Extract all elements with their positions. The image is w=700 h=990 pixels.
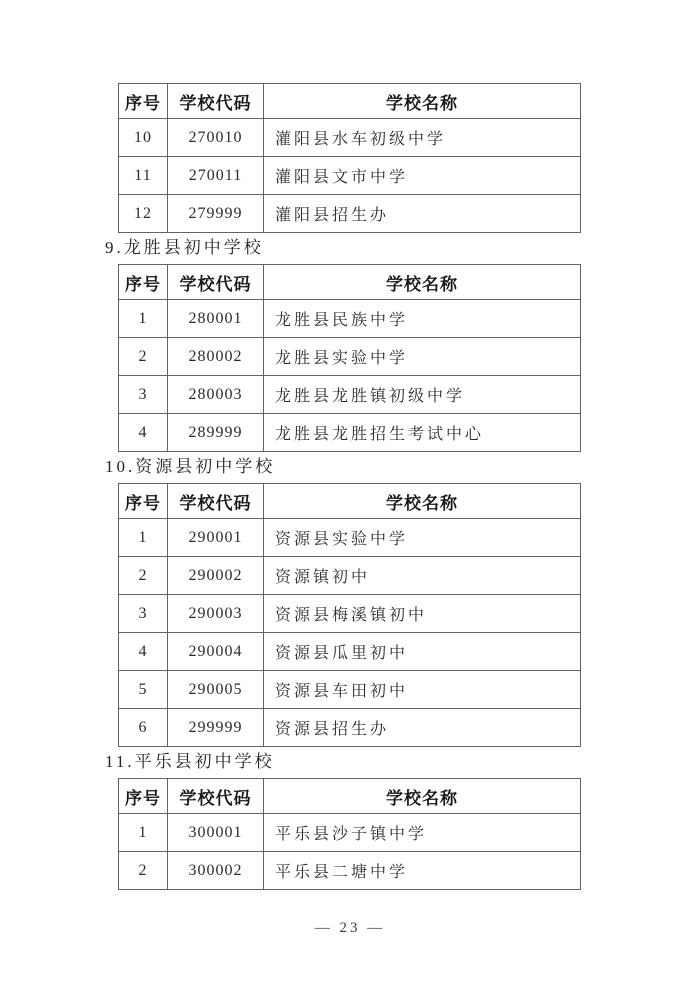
col-header-school-name: 学校名称	[264, 779, 581, 814]
school-name-cell: 龙胜县实验中学	[264, 338, 581, 376]
table-row	[119, 300, 581, 338]
school-table	[118, 264, 581, 452]
col-header-seq: 序号	[119, 779, 168, 814]
school-code-cell: 290002	[168, 557, 264, 595]
school-name-cell: 资源县实验中学	[264, 519, 581, 557]
school-code-cell: 290001	[168, 519, 264, 557]
table-row	[119, 157, 581, 195]
school-name-cell: 灌阳县水车初级中学	[264, 119, 581, 157]
table-row	[119, 557, 581, 595]
row-seq-cell: 1	[119, 300, 168, 338]
row-seq-cell: 4	[119, 414, 168, 452]
row-seq-cell: 11	[119, 157, 168, 195]
school-name-cell: 资源县瓜里初中	[264, 633, 581, 671]
row-seq-cell: 4	[119, 633, 168, 671]
table-row	[119, 595, 581, 633]
table-row	[119, 119, 581, 157]
school-code-cell: 279999	[168, 195, 264, 233]
school-table-section-pingle	[105, 751, 580, 890]
school-table	[118, 483, 581, 747]
school-name-cell: 龙胜县龙胜镇初级中学	[264, 376, 581, 414]
school-code-cell: 290005	[168, 671, 264, 709]
table-row	[119, 195, 581, 233]
school-table	[118, 83, 581, 233]
school-code-cell: 280002	[168, 338, 264, 376]
col-header-school-name: 学校名称	[264, 265, 581, 300]
row-seq-cell: 6	[119, 709, 168, 747]
row-seq-cell: 5	[119, 671, 168, 709]
col-header-seq: 序号	[119, 265, 168, 300]
school-name-cell: 龙胜县民族中学	[264, 300, 581, 338]
section-heading: 11.平乐县初中学校	[105, 752, 275, 771]
school-name-cell: 资源县梅溪镇初中	[264, 595, 581, 633]
school-code-cell: 280003	[168, 376, 264, 414]
school-table	[118, 778, 581, 890]
table-header-row	[119, 484, 581, 519]
school-name-cell: 灌阳县招生办	[264, 195, 581, 233]
school-table-section-guanyang	[118, 83, 580, 233]
col-header-seq: 序号	[119, 84, 168, 119]
table-header-row	[119, 84, 581, 119]
table-row	[119, 852, 581, 890]
page-number: — 23 —	[314, 920, 386, 936]
school-name-cell: 龙胜县龙胜招生考试中心	[264, 414, 581, 452]
row-seq-cell: 3	[119, 376, 168, 414]
row-seq-cell: 12	[119, 195, 168, 233]
row-seq-cell: 3	[119, 595, 168, 633]
row-seq-cell: 1	[119, 814, 168, 852]
row-seq-cell: 10	[119, 119, 168, 157]
school-code-cell: 280001	[168, 300, 264, 338]
school-table-section-ziyuan	[105, 456, 580, 747]
table-row	[119, 633, 581, 671]
table-row	[119, 338, 581, 376]
row-seq-cell: 2	[119, 852, 168, 890]
col-header-school-name: 学校名称	[264, 484, 581, 519]
row-seq-cell: 2	[119, 557, 168, 595]
table-row	[119, 671, 581, 709]
page-content	[105, 83, 580, 890]
school-code-cell: 290003	[168, 595, 264, 633]
row-seq-cell: 2	[119, 338, 168, 376]
col-header-school-name: 学校名称	[264, 84, 581, 119]
school-table-section-longsheng	[105, 237, 580, 452]
table-row	[119, 376, 581, 414]
school-name-cell: 平乐县二塘中学	[264, 852, 581, 890]
school-name-cell: 资源镇初中	[264, 557, 581, 595]
school-name-cell: 资源县招生办	[264, 709, 581, 747]
table-row	[119, 814, 581, 852]
school-name-cell: 平乐县沙子镇中学	[264, 814, 581, 852]
school-name-cell: 灌阳县文市中学	[264, 157, 581, 195]
row-seq-cell: 1	[119, 519, 168, 557]
col-header-school-code: 学校代码	[168, 84, 264, 119]
col-header-school-code: 学校代码	[168, 265, 264, 300]
table-header-row	[119, 265, 581, 300]
section-heading: 9.龙胜县初中学校	[105, 238, 264, 257]
section-heading: 10.资源县初中学校	[105, 457, 276, 476]
school-code-cell: 270010	[168, 119, 264, 157]
school-code-cell: 270011	[168, 157, 264, 195]
table-row	[119, 709, 581, 747]
col-header-seq: 序号	[119, 484, 168, 519]
table-row	[119, 414, 581, 452]
school-code-cell: 290004	[168, 633, 264, 671]
school-code-cell: 300002	[168, 852, 264, 890]
school-name-cell: 资源县车田初中	[264, 671, 581, 709]
school-code-cell: 299999	[168, 709, 264, 747]
table-row	[119, 519, 581, 557]
school-code-cell: 289999	[168, 414, 264, 452]
col-header-school-code: 学校代码	[168, 484, 264, 519]
school-code-cell: 300001	[168, 814, 264, 852]
table-header-row	[119, 779, 581, 814]
col-header-school-code: 学校代码	[168, 779, 264, 814]
